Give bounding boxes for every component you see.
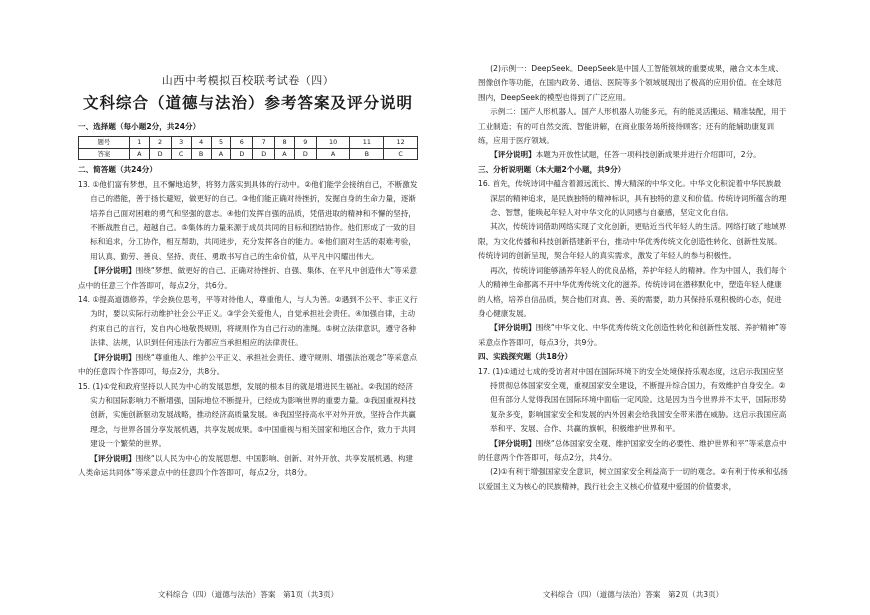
answer-cell: A [211, 148, 231, 160]
scoring-note-label: 【评分说明】 [90, 453, 136, 463]
right-column [478, 0, 788, 494]
question-number: 12 [384, 137, 418, 149]
question-number: 8 [275, 137, 295, 149]
answer-cell: C [384, 148, 418, 160]
scoring-note-text: 围绕“尊重他人、维护公平正义、承担社会责任、遵守规则、增强法治观念”等采意点中的任意四个作答即可，每点2分，共8分。 [78, 352, 417, 377]
answer-cell: D [231, 148, 253, 160]
q15-scoring-note [78, 452, 418, 481]
q16-answer-paragraph-2: 其次，传统诗词借助网络实现了文化创新，更贴近当代年轻人的生活。网络打破了地域界限，为文化传播和科技创新搭建新平台，推动中华优秀传统文化创造性转化、创新性发展。传统诗词的创新呈现，契合年轻人的真实需求，激发了年轻人的参与积极性。 [478, 222, 787, 261]
scoring-note-text: 围绕“总体国家安全观、维护国家安全的必要性、维护世界和平”等采意点中的任意两个作答即可，每点2分，共4分。 [478, 438, 787, 462]
answer-cell: C [171, 148, 191, 160]
q16-answer-paragraph-1: 16. 首先，传统诗词中蕴含着源远流长、博大精深的中华文化。中华文化积淀着中华民族最深层的精神追求，是民族独特的精神标识，具有独特的意义和价值。传统诗词所蕴含的理念、智慧，能唤起年轻人对中华文化的认同感与自豪感，坚定文化自信。 [478, 179, 787, 218]
answer-table-answer-row [79, 148, 418, 160]
q17-1-answer: 17. (1)①通过七成的受访者对中国在国际环境下的安全处境保持乐观态度，这启示我国应坚持贯彻总体国家安全观，重视国家安全建设，不断提升综合国力，有效维护自身安全。②但有部分人觉得我国在国际环境中面临一定风险。这是因为当今世界并不太平，国际形势复杂多变，影响国家安全和发展的内外因素会给我国安全带来潜在威胁。这启示我国应高举和平、发展、合作、共赢的旗帜，积极维护世界和平。 [478, 366, 787, 434]
exam-subtitle: 山西中考模拟百校联考试卷（四） [161, 74, 335, 87]
answer-cell: B [191, 148, 211, 160]
scoring-note-text: 围绕“以人民为中心的发展思想、中国影响、创新、对外开放、共享发展机遇、构建人类命运共同体”等采意点中的任意四个作答即可，每点2分，共8分。 [78, 453, 414, 477]
question-number: 9 [294, 137, 316, 149]
scoring-note-text: 围绕“中华文化、中华优秀传统文化创造性转化和创新性发展、养护精神”等采意点作答即可，每点3分，共9分。 [478, 323, 787, 347]
question-number: 3 [171, 137, 191, 149]
section-choice-heading: 一、选择题（每小题2分，共24分） [78, 122, 201, 131]
page-footer-right: 文科综合（四）（道德与法治）答案 第2页（共3页） [542, 590, 724, 599]
page-footer-left: 文科综合（四）（道德与法治）答案 第1页（共3页） [157, 590, 339, 599]
answer-cell: A [316, 148, 350, 160]
scoring-note-text: 围绕“梦想、做更好的自己、正确对待挫折、自强、集体、在平凡中创造伟大”等采意点中的任意三个作答即可，每点2分，共6分。 [78, 266, 417, 290]
question-number: 1 [129, 137, 149, 149]
answer-cell: D [294, 148, 316, 160]
q17-2-answer: (2)①有利于增强国家安全意识，树立国家安全利益高于一切的观念。②有利于传承和弘扬以爱国主义为核心的民族精神，践行社会主义核心价值观中爱国的价值要求， [478, 467, 788, 491]
q17-scoring-note [478, 437, 788, 466]
question-number: 2 [149, 137, 171, 149]
answer-table [78, 136, 418, 160]
q15-2-example-two: 示例二：国产人形机器人。国产人形机器人功能多元，有的能灵活搬运、精准装配，用于工业制造；有的可自然交流、智能讲解，在商业服务场所接待顾客；还有的能辅助康复训练，应用于医疗领域。 [478, 107, 787, 146]
answer-table-number-row [79, 137, 418, 149]
scoring-note-label: 【评分说明】 [490, 150, 536, 160]
scoring-note-label: 【评分说明】 [490, 323, 536, 333]
scoring-note-text: 本题为开放性试题，任答一项科技创新成果并进行介绍即可，2分。 [535, 150, 761, 160]
question-number: 4 [191, 137, 211, 149]
scoring-note-label: 【评分说明】 [90, 352, 136, 362]
question-number: 11 [350, 137, 384, 149]
question-number: 5 [211, 137, 231, 149]
answer-cell: A [129, 148, 149, 160]
answer-cell: D [149, 148, 171, 160]
answer-table-answer-label: 答案 [79, 148, 130, 160]
question-number: 7 [253, 137, 275, 149]
answer-cell: B [350, 148, 384, 160]
answer-table-header-label: 题号 [79, 137, 130, 149]
question-number: 6 [231, 137, 253, 149]
q16-scoring-note [478, 321, 788, 350]
section-practice-heading: 四、实践探究题（共18分） [478, 352, 573, 362]
section-analysis-heading: 三、分析说明题（本大题2个小题，共9分） [478, 164, 626, 174]
section-short-answer-heading: 二、简答题（共24分） [78, 165, 157, 175]
left-column [78, 0, 418, 480]
q16-answer-paragraph-3: 再次，传统诗词能够涵养年轻人的优良品格，养护年轻人的精神。作为中国人，我们每个人的精神生命都离不开中华优秀传统文化的滋养。传统诗词在潜移默化中，塑造年轻人健康的人格，培养自信品质，契合他们对真、善、美的需要，助力其保持乐观积极的心态，促进身心健康发展。 [478, 265, 787, 318]
exam-title: 文科综合（道德与法治）参考答案及评分说明 [82, 94, 413, 112]
q13-answer: 13. ①他们富有梦想，且不懈地追梦，将努力落实到具体的行动中。②他们能学会接纳自己，不断激发自己的潜能，善于扬长避短，做更好的自己。③他们能正确对待挫折，发掘自身的生命力量，逐渐培养自己面对困难的勇气和坚强的意志。④他们发挥自强的品质，凭借进取的精神和不懈的坚持，不断战胜自己，超越自己。⑤集体的力量来源于成员共同的目标和团结协作。他们形成了一致的目标和追求，分工协作，相互帮助，共同进步，充分发挥各自的能力。⑥他们面对生活的艰难考验，用认真、勤劳、善良、坚持、责任、勇敢书写自己的生命价值，从平凡中闪耀出伟大。 [78, 179, 418, 261]
scoring-note-label: 【评分说明】 [90, 266, 136, 276]
q15-2-scoring-note [478, 148, 788, 162]
q15-2-example-one: (2)示例一：DeepSeek。DeepSeek是中国人工智能领域的重要成果，融合文本生成、图像创作等功能，在国内政务、通信、医院等多个领域展现出了极高的应用价值。在全球范围内，DeepSeek的模型也得到了广泛应用。 [478, 64, 784, 102]
q13-scoring-note [78, 264, 418, 293]
q15-answer: 15. (1)①党和政府坚持以人民为中心的发展思想，发展的根本目的就是增进民生福祉。②我国的经济实力和国际影响力不断增强，国际地位不断提升，已经成为影响世界的重要力量。③我国重视科技创新，实施创新驱动发展战略，推动经济高质量发展。④我国坚持高水平对外开放，坚持合作共赢理念，与世界各国分享发展机遇，共享发展成果。⑤中国重视与相关国家和地区合作，致力于共同建设一个繁荣的世界。 [78, 381, 416, 449]
answer-cell: D [253, 148, 275, 160]
scoring-note-label: 【评分说明】 [490, 438, 536, 448]
answer-cell: A [275, 148, 295, 160]
q14-scoring-note [78, 351, 418, 380]
q14-answer: 14. ①提高道德修养，学会换位思考，平等对待他人，尊重他人，与人为善。②遇到不公平、非正义行为时，要以实际行动维护社会公平正义。③学会关爱他人，自觉承担社会责任。④加强自律，主动约束自己的言行，发自内心地敬畏规则，将规则作为自己行动的准绳。⑤树立法律意识，遵守各种法律、法规，认识到任何违法行为都应当承担相应的法律责任。 [78, 295, 418, 348]
question-number: 10 [316, 137, 350, 149]
